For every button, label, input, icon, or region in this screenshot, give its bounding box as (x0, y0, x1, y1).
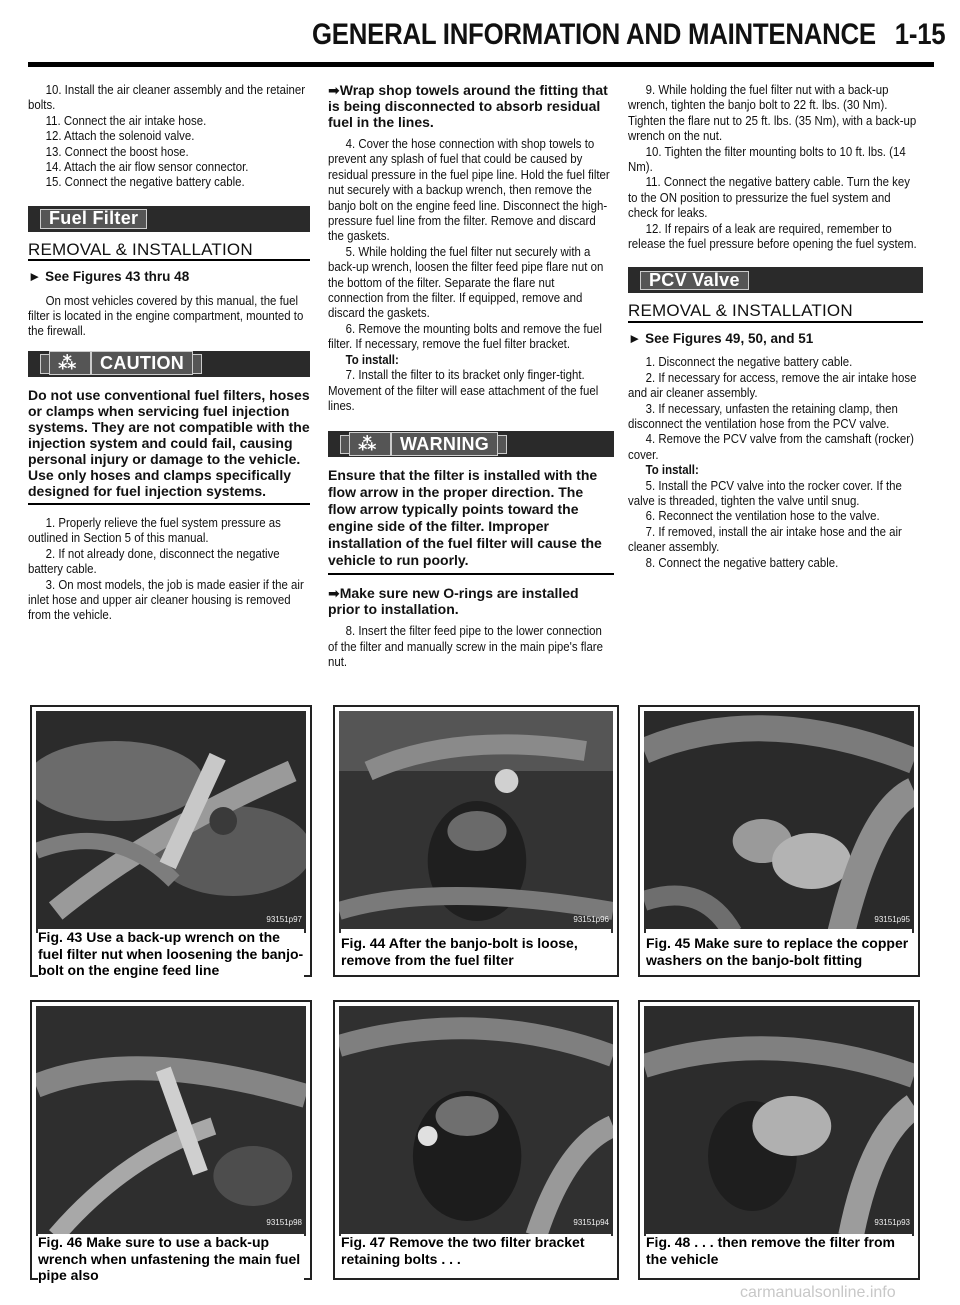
arrow-icon: ► (628, 330, 642, 346)
step-12: 12. Attach the solenoid valve. (45, 128, 195, 144)
step-2: 2. If not already done, disconnect the negative battery cable. (28, 545, 280, 577)
caution-icon: ⁂ (49, 351, 91, 375)
figure-47 (333, 1000, 619, 1280)
section-rule (628, 321, 923, 323)
step-10b: 10. Tighten the filter mounting bolts to 10 ft. lbs. (14 Nm). (628, 143, 906, 175)
pcv-step-7: 7. If removed, install the air intake hose and the air cleaner assembly. (628, 523, 902, 555)
step-4: 4. Cover the hose connection with shop towels to prevent any splash of fuel that could be caused by residual pressure in the fuel pipe line. Hold the fuel filter nut securely with a backup wrench, then remove the banjo bolt on the engine feed line. Disconnect the high-pressure fuel line from the filter. Remove and discard the gaskets. (328, 136, 610, 244)
caution-label-text: CAUTION (91, 351, 193, 375)
step-1: 1. Properly relieve the fuel system pressure as outlined in Section 5 of this manual. (28, 514, 281, 546)
warning-text: Ensure that the filter is installed with the flow arrow in the proper direction. The flow arrow typically points toward the engine side of the filter. Improper installation of the fuel filter will cause the vehicle to run poorly. (328, 467, 602, 569)
pcv-step-6: 6. Reconnect the ventilation hose to the valve. (645, 508, 880, 524)
warning-rule (328, 573, 614, 575)
figure-48-photo (644, 1006, 914, 1236)
figure-caption: Fig. 45 Make sure to replace the copper washers on the banjo-bolt fitting (646, 929, 912, 968)
step-8: 8. Insert the filter feed pipe to the lower connection of the filter and manually screw in the main pipe's flare nut. (328, 623, 603, 670)
figure-code: 93151p95 (874, 915, 910, 924)
watermark: carmanualsonline.info (740, 1284, 896, 1301)
figure-47-photo (339, 1006, 613, 1236)
intro-text: On most vehicles covered by this manual, the fuel filter is located in the engine compartment, mounted to the firewall. (28, 292, 304, 339)
figure-code: 93151p94 (573, 1218, 609, 1227)
figure-45-photo (644, 711, 914, 933)
step-15: 15. Connect the negative battery cable. (45, 174, 245, 190)
figure-44-photo (339, 711, 613, 933)
figure-46 (30, 1000, 312, 1283)
figure-43-photo (36, 711, 306, 933)
note-o-rings (328, 585, 614, 617)
step-6: 6. Remove the mounting bolts and remove the fuel filter. If necessary, remove the fuel filter bracket. (328, 320, 602, 352)
header-title: GENERAL INFORMATION AND MAINTENANCE (312, 18, 876, 51)
step-11: 11. Connect the air intake hose. (45, 112, 207, 128)
figure-code: 93151p97 (266, 915, 302, 924)
note-arrow-icon: ➡ (328, 585, 340, 602)
to-install-label: To install: (345, 351, 399, 367)
note-arrow-icon: ➡ (328, 82, 340, 98)
warning-label (340, 435, 507, 454)
see-figures-text: See Figures 49, 50, and 51 (645, 330, 814, 346)
note-wrap-towels (328, 82, 614, 130)
step-14: 14. Attach the air flow sensor connector. (45, 159, 249, 175)
step-9: 9. While holding the fuel filter nut with a back-up wrench, tighten the banjo bolt to 22 ft. lbs. (30 Nm). Tighten the flare nut to 25 ft. lbs. (35 Nm), with a back-up wrench on the nut. (628, 82, 917, 144)
warning-label-text: WARNING (391, 432, 498, 456)
column-2 (328, 82, 614, 670)
figure-caption: Fig. 43 Use a back-up wrench on the fuel filter nut when loosening the banjo-bolt on the engine feed line (38, 929, 304, 978)
page-number: 1-15 (894, 18, 946, 51)
section-heading: REMOVAL & INSTALLATION (28, 239, 253, 259)
pcv-step-4: 4. Remove the PCV valve from the camshaft (rocker) cover. (628, 431, 914, 462)
pcv-step-5: 5. Install the PCV valve into the rocker cover. If the valve is threaded, tighten the valve until snug. (628, 477, 902, 508)
page-header (312, 18, 946, 52)
warning-icon: ⁂ (349, 432, 391, 456)
arrow-icon: ► (28, 269, 42, 285)
caution-text: Do not use conventional fuel filters, hoses or clamps when servicing fuel injection systems. They are not compatible with the injection system and could fail, causing personal injury or damage to the vehicle. Use only hoses and clamps specifically designed for fuel injection systems. (28, 386, 310, 499)
column-1 (28, 82, 310, 623)
figure-caption: Fig. 47 Remove the two filter bracket retaining bolts . . . (341, 1234, 611, 1267)
figure-caption: Fig. 46 Make sure to use a back-up wrench when unfastening the main fuel pipe also (38, 1234, 304, 1284)
section-tab-label: Fuel Filter (40, 209, 147, 228)
to-install-label: To install: (645, 462, 699, 478)
section-tab-label: PCV Valve (640, 271, 749, 290)
figure-caption: Fig. 44 After the banjo-bolt is loose, remove from the fuel filter (341, 929, 611, 968)
pcv-step-2: 2. If necessary for access, remove the air intake hose and air cleaner assembly. (628, 369, 917, 401)
step-12b: 12. If repairs of a leak are required, remember to release the fuel pressure before opening the fuel system. (628, 220, 917, 252)
step-13: 13. Connect the boost hose. (45, 143, 189, 159)
figure-45 (638, 705, 920, 977)
see-figures-text: See Figures 43 thru 48 (45, 269, 190, 285)
caution-label (40, 354, 202, 373)
section-rule (28, 259, 310, 261)
pcv-step-8: 8. Connect the negative battery cable. (645, 554, 839, 570)
pcv-step-3: 3. If necessary, unfasten the retaining clamp, then disconnect the ventilation hose from the PCV valve. (628, 400, 898, 431)
section-tab-pcv-valve (628, 267, 923, 293)
section-heading: REMOVAL & INSTALLATION (628, 301, 853, 321)
step-7: 7. Install the filter to its bracket only finger-tight. Movement of the filter will ease attachment of the fuel lines. (328, 367, 599, 413)
see-figures (628, 331, 923, 346)
step-11b: 11. Connect the negative battery cable. Turn the key to the ON position to pressurize the fuel system and check for leaks. (628, 174, 910, 221)
caution-rule (28, 503, 310, 505)
figure-caption: Fig. 48 . . . then remove the filter from the vehicle (646, 1234, 912, 1267)
section-tab-fuel-filter (28, 206, 310, 232)
note-wrap-towels-text: Wrap shop towels around the fitting that is being disconnected to absorb residual fuel in the lines. (328, 82, 608, 130)
column-3 (628, 82, 923, 570)
warning-bar (328, 431, 614, 457)
figure-48 (638, 1000, 920, 1280)
figure-43 (30, 705, 312, 977)
step-5: 5. While holding the fuel filter nut securely with a back-up wrench, loosen the filter feed pipe flare nut on the bottom of the filter. Separate the flare nut connection from the filter. If equipped, remove and discard the gaskets. (328, 243, 604, 321)
step-3: 3. On most models, the job is made easier if the air inlet hose and upper air cleaner housing is removed from the vehicle. (28, 576, 304, 623)
figure-code: 93151p93 (874, 1218, 910, 1227)
figure-46-photo (36, 1006, 306, 1236)
pcv-step-1: 1. Disconnect the negative battery cable. (645, 354, 853, 370)
header-rule (28, 62, 934, 67)
figure-code: 93151p96 (573, 915, 609, 924)
step-10: 10. Install the air cleaner assembly and the retainer bolts. (28, 82, 306, 113)
note-o-rings-text: Make sure new O-rings are installed prior to installation. (328, 585, 579, 618)
figure-44 (333, 705, 619, 977)
see-figures (28, 269, 310, 284)
caution-bar (28, 351, 310, 377)
figure-code: 93151p98 (266, 1218, 302, 1227)
